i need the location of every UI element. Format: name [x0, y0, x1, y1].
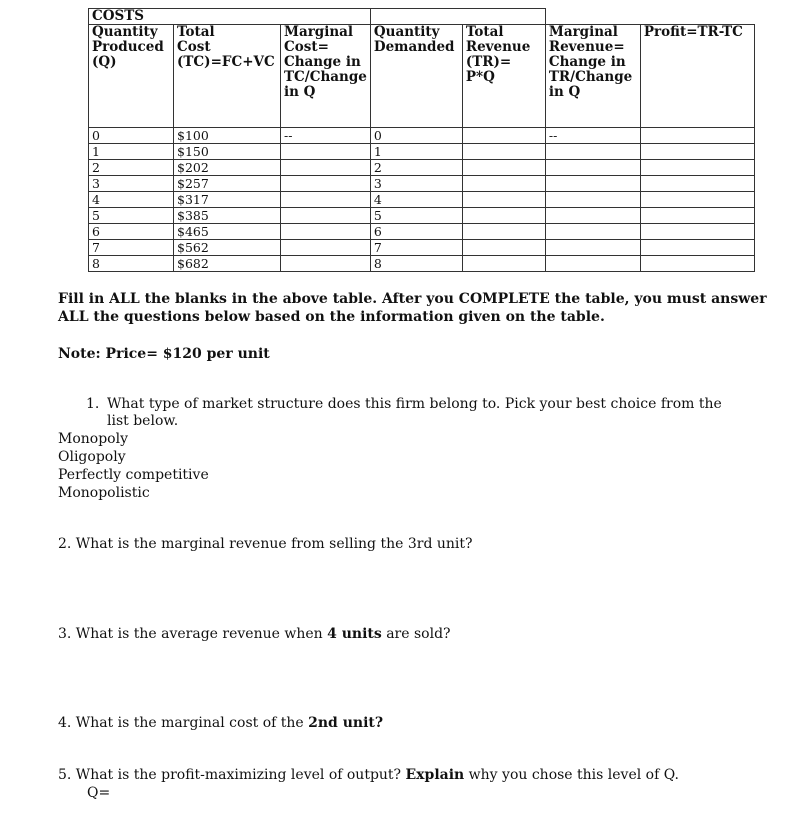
table-cell: [281, 192, 371, 208]
table-cell: $465: [174, 224, 281, 240]
table-cell: 3: [89, 176, 174, 192]
table-cell: 5: [89, 208, 174, 224]
question-5-answer-label: Q=: [87, 785, 111, 801]
question-2: 2. What is the marginal revenue from selling the 3rd unit?: [58, 536, 473, 552]
table-cell: [281, 208, 371, 224]
table-cell: $100: [174, 128, 281, 144]
table-cell: 8: [370, 256, 462, 272]
table-cell: $385: [174, 208, 281, 224]
table-cell: [640, 240, 754, 256]
table-row: [89, 144, 755, 160]
table-row: [89, 176, 755, 192]
table-cell: $682: [174, 256, 281, 272]
table-cell: 2: [89, 160, 174, 176]
table-row: [89, 240, 755, 256]
table-row: [89, 192, 755, 208]
table-cell: [545, 224, 640, 240]
table-cell: $317: [174, 192, 281, 208]
table-cell: [545, 192, 640, 208]
table-cell: 6: [370, 224, 462, 240]
option-oligopoly: Oligopoly: [58, 449, 126, 465]
table-cell: [640, 192, 754, 208]
table-row: [89, 208, 755, 224]
header-profit: Profit=TR-TC: [640, 25, 754, 128]
table-cell: --: [545, 128, 640, 144]
table-cell: [281, 256, 371, 272]
table-cell: 7: [370, 240, 462, 256]
table-cell: [462, 208, 545, 224]
table-cell: [640, 256, 754, 272]
table-cell: [281, 160, 371, 176]
table-cell: $257: [174, 176, 281, 192]
table-cell: [462, 160, 545, 176]
table-cell: [462, 192, 545, 208]
table-cell: $562: [174, 240, 281, 256]
question-1: What type of market structure does this firm belong to. Pick your best choice from the list below.: [107, 396, 722, 429]
table-cell: [640, 144, 754, 160]
table-body: [89, 128, 755, 272]
table-cell: 4: [89, 192, 174, 208]
table-cell: 1: [89, 144, 174, 160]
table-cell: 0: [370, 128, 462, 144]
header-total-revenue: Total Revenue (TR)= P*Q: [462, 25, 545, 128]
question-1-number: 1.: [86, 396, 100, 412]
table-cell: [545, 176, 640, 192]
header-row: [89, 25, 755, 128]
table-cell: [462, 224, 545, 240]
table-row: [89, 256, 755, 272]
question-4: 4. What is the marginal cost of the 2nd unit?: [58, 715, 384, 731]
table-cell: [640, 160, 754, 176]
option-perfectly-competitive: Perfectly competitive: [58, 467, 209, 483]
header-quantity-produced: Quantity Produced (Q): [89, 25, 174, 128]
table-cell: 7: [89, 240, 174, 256]
table-cell: 8: [89, 256, 174, 272]
table-cell: [281, 240, 371, 256]
table-cell: 2: [370, 160, 462, 176]
header-marginal-revenue: Marginal Revenue= Change in TR/Change in Q: [545, 25, 640, 128]
table-cell: 4: [370, 192, 462, 208]
costs-label-row: [89, 9, 755, 25]
table-cell: [545, 256, 640, 272]
table-row: [89, 224, 755, 240]
table-cell: [462, 128, 545, 144]
option-monopolistic: Monopolistic: [58, 485, 150, 501]
market-structure-options: [58, 430, 209, 502]
table-cell: [640, 224, 754, 240]
table-cell: [462, 144, 545, 160]
table-cell: $202: [174, 160, 281, 176]
table-cell: [462, 256, 545, 272]
table-row: [89, 160, 755, 176]
table-cell: [462, 176, 545, 192]
table-cell: 5: [370, 208, 462, 224]
table-row: [89, 128, 755, 144]
table-cell: [281, 176, 371, 192]
table-cell: [281, 224, 371, 240]
option-monopoly: Monopoly: [58, 431, 128, 447]
table-cell: 3: [370, 176, 462, 192]
question-5: 5. What is the profit-maximizing level of output? Explain why you chose this level of Q.: [58, 767, 679, 783]
table-cell: [462, 240, 545, 256]
instructions: Fill in ALL the blanks in the above table. After you COMPLETE the table, you must answer ALL the questions below based on the information given on the table.: [58, 291, 767, 325]
table-cell: [640, 208, 754, 224]
section-label: COSTS: [89, 9, 371, 25]
table-cell: [545, 144, 640, 160]
price-note: Note: Price= $120 per unit: [58, 346, 270, 362]
table-cell: --: [281, 128, 371, 144]
table-cell: [545, 160, 640, 176]
costs-table: [88, 8, 755, 272]
table-cell: [545, 240, 640, 256]
table-cell: [640, 176, 754, 192]
table-cell: [281, 144, 371, 160]
blank-header-cell: [370, 9, 545, 25]
table-cell: 1: [370, 144, 462, 160]
table-cell: 0: [89, 128, 174, 144]
question-3: 3. What is the average revenue when 4 units are sold?: [58, 626, 451, 642]
table-cell: [640, 128, 754, 144]
table-cell: $150: [174, 144, 281, 160]
header-marginal-cost: Marginal Cost= Change in TC/Change in Q: [281, 25, 371, 128]
header-quantity-demanded: Quantity Demanded: [370, 25, 462, 128]
table-cell: 6: [89, 224, 174, 240]
header-total-cost: Total Cost (TC)=FC+VC: [174, 25, 281, 128]
table-cell: [545, 208, 640, 224]
